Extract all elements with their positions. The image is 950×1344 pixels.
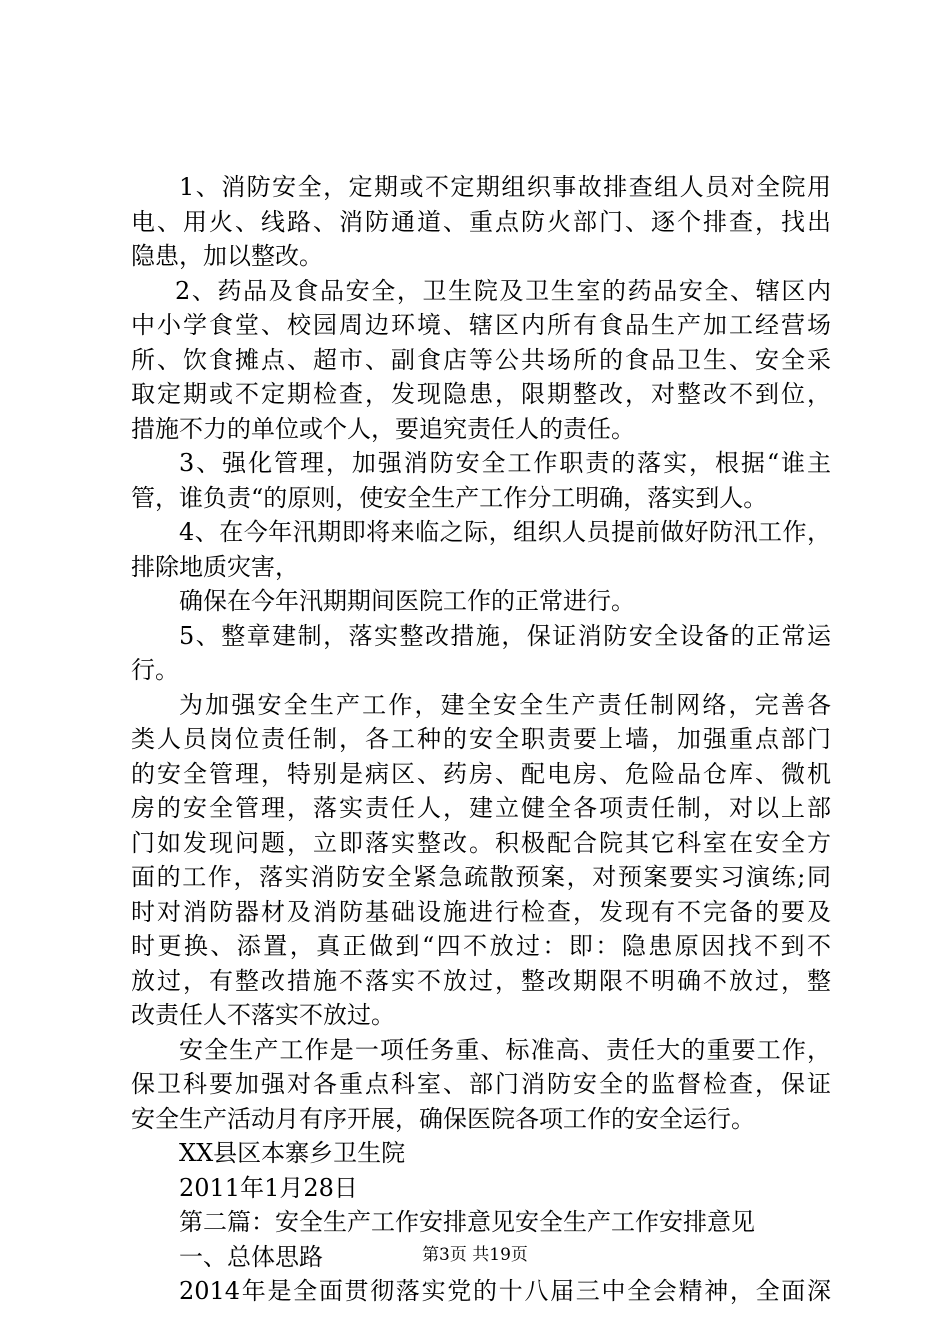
- paragraph-line: 时更换、添置，真正做到“四不放过：即：隐患原因找不到不: [131, 932, 831, 960]
- document-body: [131, 170, 831, 1309]
- paragraph-line: 措施不力的单位或个人，要追究责任人的责任。: [131, 414, 635, 443]
- paragraph-line: 面的工作，落实消防安全紧急疏散预案，对预案要实习演练;同: [131, 863, 831, 891]
- paragraph-line: 门如发现问题，立即落实整改。积极配合院其它科室在安全方: [131, 828, 831, 857]
- paragraph-line: 1、消防安全，定期或不定期组织事故排查组人员对全院用: [179, 173, 831, 201]
- paragraph-line: 为加强安全生产工作，建全安全生产责任制网络，完善各: [179, 690, 831, 719]
- paragraph-line: 确保在今年汛期期间医院工作的正常进行。: [179, 587, 635, 615]
- paragraph-line: 的安全管理，特别是病区、药房、配电房、危险品仓库、微机: [131, 759, 831, 788]
- paragraph-line: 改责任人不落实不放过。: [131, 1001, 395, 1029]
- paragraph-line: 3、强化管理，加强消防安全工作职责的落实，根据“谁主: [179, 449, 831, 477]
- subsection-heading: 一、总体思路: [179, 1242, 323, 1271]
- paragraph-line: 安全生产工作是一项任务重、标准高、责任大的重要工作，: [179, 1035, 831, 1064]
- paragraph-line: 中小学食堂、校园周边环境、辖区内所有食品生产加工经营场: [131, 311, 831, 339]
- paragraph-line: 4、在今年汛期即将来临之际，组织人员提前做好防汛工作，: [179, 518, 831, 546]
- paragraph-line: 取定期或不定期检查，发现隐患，限期整改，对整改不到位，: [131, 380, 831, 408]
- paragraph-line: 时对消防器材及消防基础设施进行检查，发现有不完备的要及: [131, 897, 831, 926]
- paragraph-line: 排除地质灾害，: [131, 552, 299, 581]
- paragraph-line: 2、药品及食品安全，卫生院及卫生室的药品安全、辖区内: [175, 276, 831, 305]
- paragraph-line: 电、用火、线路、消防通道、重点防火部门、逐个排查，找出: [131, 207, 831, 236]
- paragraph-line: 保卫科要加强对各重点科室、部门消防安全的监督检查，保证: [131, 1070, 831, 1098]
- page-number-footer: 第3页 共19页: [422, 1245, 528, 1265]
- paragraph-line: 行。: [131, 656, 179, 684]
- paragraph-line: 类人员岗位责任制，各工种的安全职责要上墙，加强重点部门: [131, 725, 831, 753]
- paragraph-line: 隐患，加以整改。: [131, 242, 323, 270]
- paragraph-line: 管，谁负责“的原则，使安全生产工作分工明确，落实到人。: [131, 483, 768, 512]
- signature-organization: XX县区本寨乡卫生院: [179, 1139, 406, 1167]
- paragraph-line: 房的安全管理，落实责任人，建立健全各项责任制，对以上部: [131, 794, 831, 822]
- paragraph-line: 2014年是全面贯彻落实党的十八届三中全会精神，全面深: [179, 1277, 831, 1305]
- paragraph-line: 所、饮食摊点、超市、副食店等公共场所的食品卫生、安全采: [131, 345, 831, 374]
- section-heading: 第二篇：安全生产工作安排意见安全生产工作安排意见: [179, 1208, 755, 1236]
- paragraph-line: 5、整章建制，落实整改措施，保证消防安全设备的正常运: [179, 621, 831, 650]
- paragraph-line: 放过，有整改措施不落实不放过，整改期限不明确不放过，整: [131, 966, 831, 995]
- signature-date: 2011年1月28日: [179, 1173, 358, 1202]
- paragraph-line: 安全生产活动月有序开展，确保医院各项工作的安全运行。: [131, 1104, 755, 1133]
